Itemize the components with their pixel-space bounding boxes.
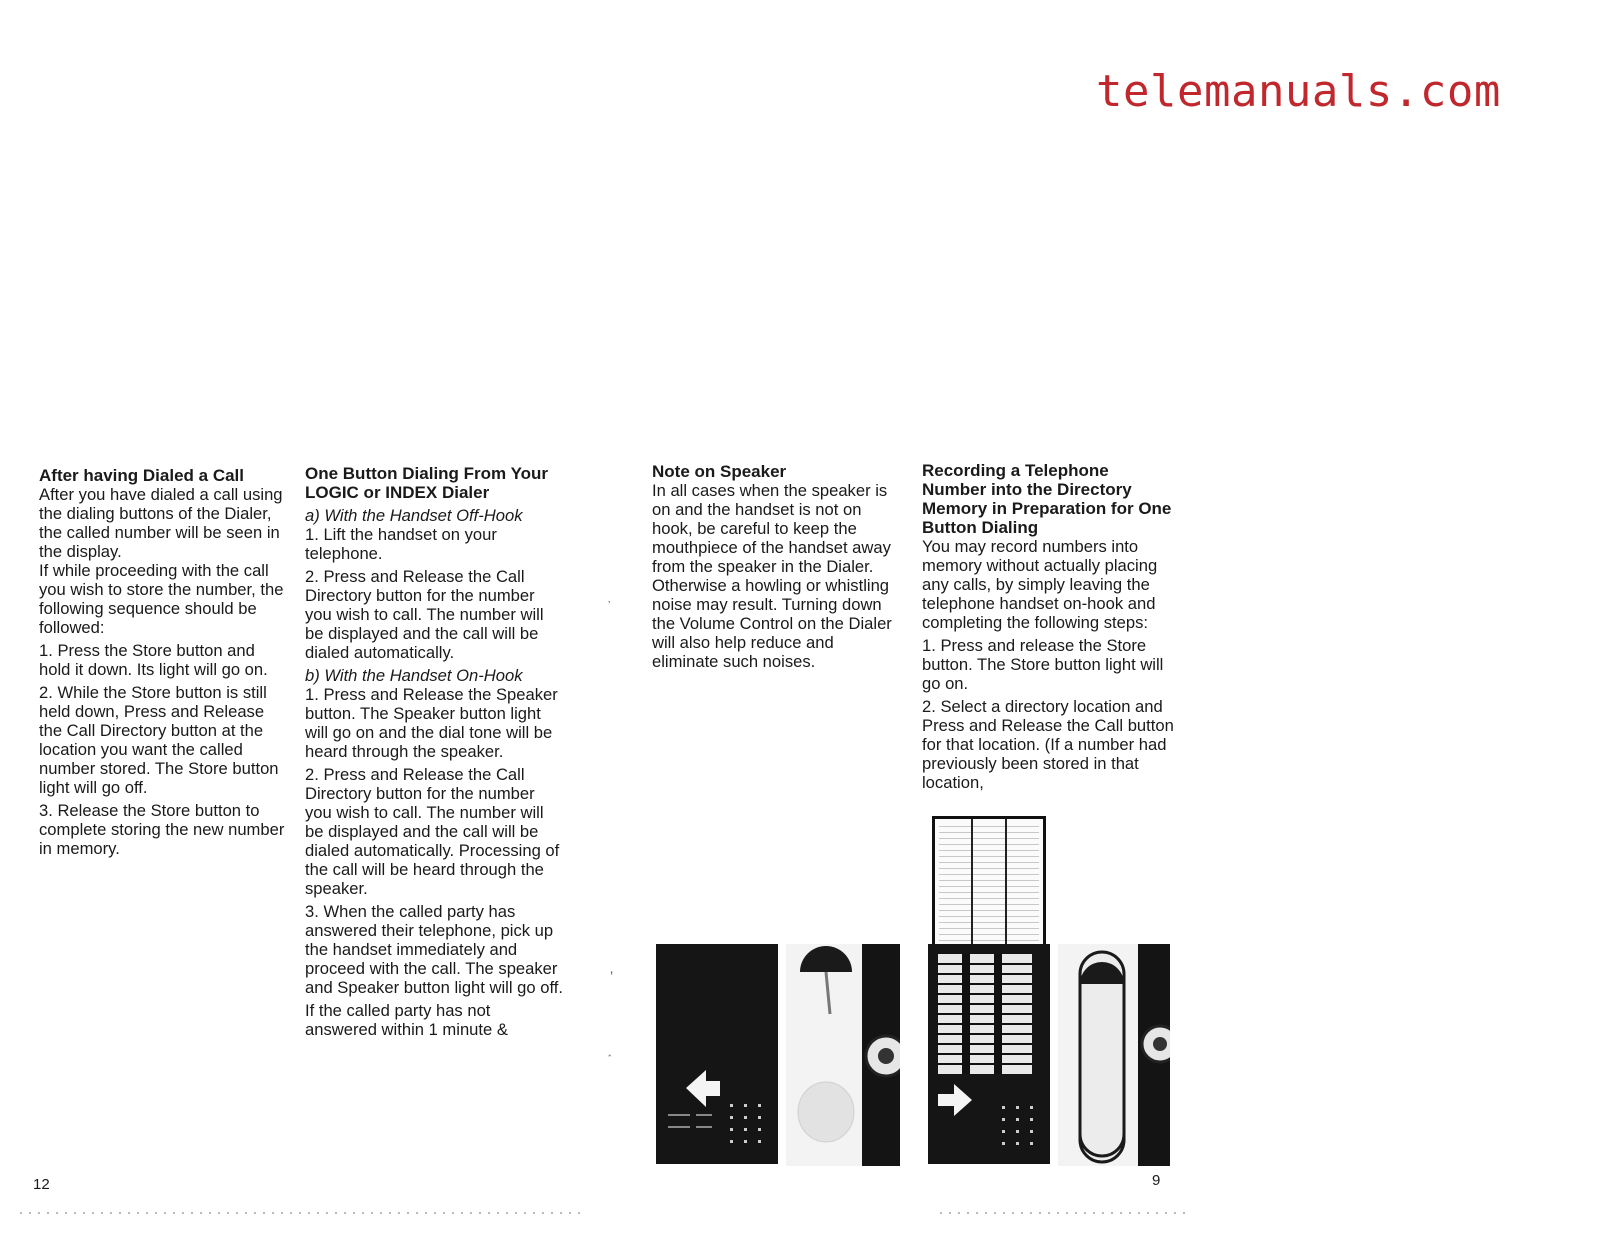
directory-card-divider: [971, 819, 973, 945]
step-b4: If the called party has not answered within 1 minute &: [305, 1001, 508, 1039]
heading-one-button-dialing: One Button Dialing From Your LOGIC or INDEX Dialer: [305, 464, 549, 502]
handset-icon: [786, 944, 900, 1166]
stray-mark: ’: [608, 600, 611, 611]
subheading-off-hook-text: a) With the Handset Off-Hook: [305, 506, 523, 525]
scan-noise: [20, 1212, 580, 1214]
step-2: 2. While the Store button is still held down, Press and Release the Call Directory button at the location you want the called number stored. The Store button light will go off.: [39, 683, 279, 797]
step-1: 1. Press the Store button and hold it down. Its light will go on.: [39, 641, 268, 679]
column-recording: [922, 461, 1177, 792]
page-number-left: 12: [33, 1176, 50, 1193]
step-b2: 2. Press and Release the Call Directory button for the number you wish to call. The number will be displayed and the call will be dialed automatically. Processing of the call will be heard through the speaker.: [305, 765, 560, 898]
paragraph-intro: After you have dialed a call using the dialing buttons of the Dialer, the called number will be seen in the display.: [39, 485, 283, 561]
paragraph-recording: You may record numbers into memory without actually placing any calls, by simply leaving the telephone handset on-hook and completing the following steps:: [922, 537, 1158, 632]
subheading-off-hook: [305, 506, 563, 525]
watermark-text: telemanuals.com: [1096, 66, 1501, 117]
step-a1: 1. Lift the handset on your telephone.: [305, 525, 497, 563]
handset-icon: [1058, 944, 1170, 1166]
subheading-on-hook: [305, 666, 563, 685]
step-3: 3. Release the Store button to complete storing the new number in memory.: [39, 801, 285, 858]
arrow-right-icon: [928, 944, 1050, 1164]
page-number-right: 9: [1152, 1172, 1161, 1189]
dialer-illustration-right: [928, 944, 1050, 1164]
step-b3: 3. When the called party has answered their telephone, pick up the handset immediately and proceed with the call. The speaker and Speaker button light will go off.: [305, 902, 563, 997]
telephone-on-hook-illustration: [1058, 944, 1170, 1166]
paragraph-intro-2: If while proceeding with the call you wish to store the number, the following sequence should be followed:: [39, 561, 284, 637]
column-after-dialed: [39, 466, 289, 858]
heading-note-on-speaker: Note on Speaker: [652, 462, 787, 481]
column-one-button-dialing: [305, 464, 563, 1039]
heading-after-dialed: After having Dialed a Call: [39, 466, 244, 485]
column-note-on-speaker: [652, 462, 904, 671]
paragraph-note-on-speaker: In all cases when the speaker is on and the handset is not on hook, be careful to keep the mouthpiece of the handset away from the speaker in the Dialer. Otherwise a howling or whistling noise may result. Turning down the Volume Control on the Dialer will also help reduce and eliminate such noises.: [652, 481, 892, 671]
directory-card-divider: [1005, 819, 1007, 945]
arrow-left-icon: [656, 944, 778, 1164]
heading-recording: Recording a Telephone Number into the Directory Memory in Preparation for One Button Dialing: [922, 461, 1172, 537]
stray-mark: ‸: [608, 1046, 612, 1057]
step-record-2: 2. Select a directory location and Press and Release the Call button for that location. (If a number had previously been stored in that location,: [922, 697, 1174, 792]
directory-card-illustration: [932, 816, 1046, 948]
step-a2: 2. Press and Release the Call Directory button for the number you wish to call. The number will be displayed and the call will be dialed automatically.: [305, 567, 544, 662]
stray-mark: ’: [610, 968, 614, 984]
subheading-on-hook-text: b) With the Handset On-Hook: [305, 666, 523, 685]
step-record-1: 1. Press and release the Store button. The Store button light will go on.: [922, 636, 1164, 693]
directory-card-lines: [939, 823, 1039, 941]
dialer-illustration-left: [656, 944, 778, 1164]
scan-noise: [940, 1212, 1190, 1214]
telephone-off-hook-illustration: [786, 944, 900, 1166]
step-b1: 1. Press and Release the Speaker button. The Speaker button light will go on and the dial tone will be heard through the speaker.: [305, 685, 558, 761]
